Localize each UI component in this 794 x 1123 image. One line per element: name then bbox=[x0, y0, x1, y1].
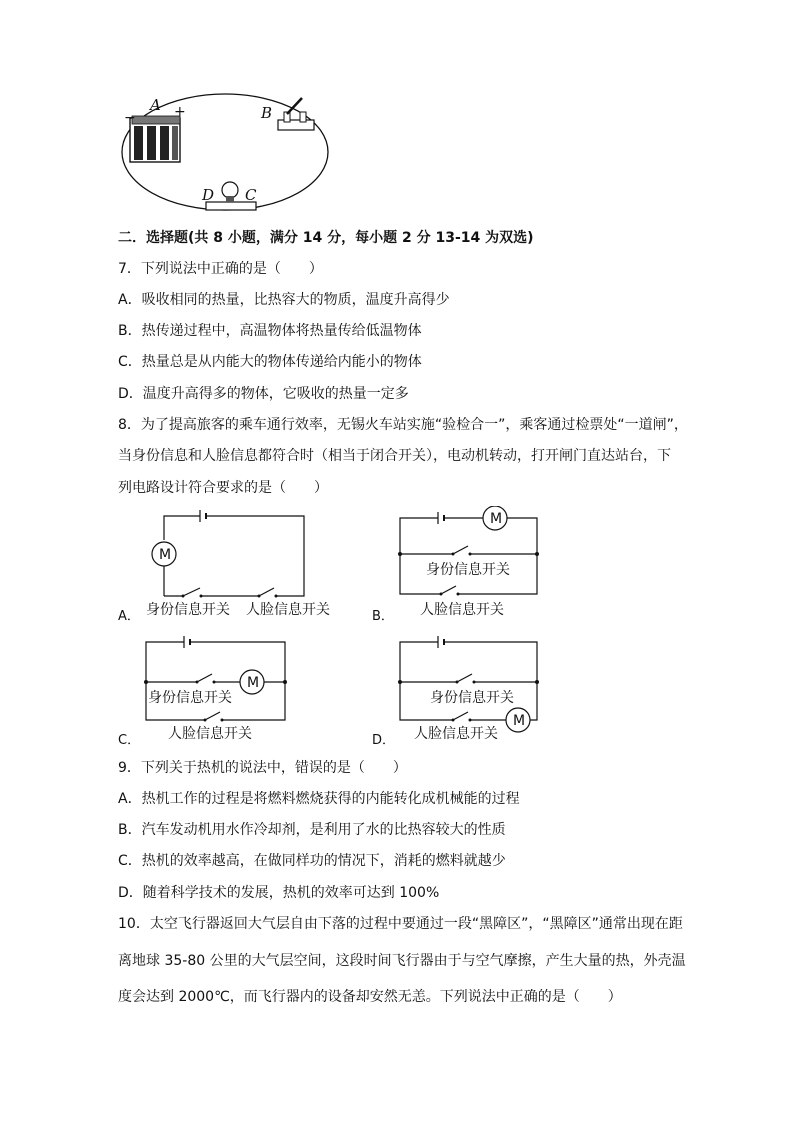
motor-label-c: M bbox=[247, 675, 260, 691]
switch-label-face-c: 人脸信息开关 bbox=[168, 726, 252, 742]
q9-option-a: A．热机工作的过程是将燃料燃烧获得的内能转化成机械能的过程 bbox=[118, 791, 520, 807]
q7-stem: 7．下列说法中正确的是（ ） bbox=[118, 261, 323, 277]
q7-option-d: D．温度升高得多的物体，它吸收的热量一定多 bbox=[118, 386, 409, 402]
q8-stem-line3: 列电路设计符合要求的是（ ） bbox=[118, 480, 328, 496]
switch-label-id-a: 身份信息开关 bbox=[146, 602, 230, 618]
label-a: A bbox=[150, 96, 161, 114]
q8-option-c-letter: C． bbox=[118, 733, 141, 748]
q10-stem-line2: 离地球 35-80 公里的大气层空间，这段时间飞行器由于与空气摩擦，产生大量的热，外壳温 bbox=[118, 953, 686, 969]
top-circuit-figure bbox=[110, 90, 340, 220]
label-c: C bbox=[245, 186, 257, 204]
circuit-option-a bbox=[140, 508, 345, 620]
q9-stem: 9．下列关于热机的说法中，错误的是（ ） bbox=[118, 760, 407, 776]
knife-switch-icon bbox=[278, 98, 314, 130]
switch-label-id-c: 身份信息开关 bbox=[148, 690, 232, 706]
q9-option-d: D．随着科学技术的发展，热机的效率可达到 100% bbox=[118, 885, 440, 901]
q7-option-b: B．热传递过程中，高温物体将热量传给低温物体 bbox=[118, 323, 422, 339]
switch-label-id-d: 身份信息开关 bbox=[430, 690, 514, 706]
switch-label-face-b: 人脸信息开关 bbox=[420, 602, 504, 618]
battery-icon bbox=[130, 116, 180, 162]
label-d: D bbox=[202, 186, 215, 204]
section-title: 二．选择题(共 8 小题，满分 14 分，每小题 2 分 13-14 为双选) bbox=[118, 230, 534, 246]
motor-label-a: M bbox=[159, 547, 172, 563]
q7-option-a: A．吸收相同的热量，比热容大的物质，温度升高得少 bbox=[118, 292, 450, 308]
circuit-option-b bbox=[394, 506, 544, 620]
motor-label-b: M bbox=[490, 511, 503, 527]
motor-label-d: M bbox=[513, 713, 526, 729]
q8-option-a-letter: A． bbox=[118, 609, 140, 624]
minus-sign: − bbox=[124, 110, 136, 126]
circuit-option-c bbox=[140, 630, 290, 742]
q10-stem-line1: 10．太空飞行器返回大气层自由下落的过程中要通过一段“黑障区”，“黑障区”通常出现在距 bbox=[118, 916, 683, 932]
q9-option-c: C．热机的效率越高，在做同样功的情况下，消耗的燃料就越少 bbox=[118, 853, 506, 869]
switch-label-face-a: 人脸信息开关 bbox=[246, 602, 330, 618]
q8-option-d-letter: D． bbox=[372, 733, 396, 748]
q8-stem-line2: 当身份信息和人脸信息都符合时（相当于闭合开关），电动机转动，打开闸门直达站台，下 bbox=[118, 448, 671, 464]
circuit-option-d bbox=[394, 630, 544, 742]
plus-sign: + bbox=[174, 104, 186, 120]
label-b: B bbox=[261, 104, 273, 122]
switch-label-face-d: 人脸信息开关 bbox=[414, 726, 498, 742]
switch-label-id-b: 身份信息开关 bbox=[426, 562, 510, 578]
q10-stem-line3: 度会达到 2000℃，而飞行器内的设备却安然无恙。下列说法中正确的是（ ） bbox=[118, 989, 622, 1005]
q9-option-b: B．汽车发动机用水作冷却剂，是利用了水的比热容较大的性质 bbox=[118, 822, 506, 838]
q8-option-b-letter: B． bbox=[372, 609, 394, 624]
q7-option-c: C．热量总是从内能大的物体传递给内能小的物体 bbox=[118, 354, 422, 370]
q8-stem-line1: 8．为了提高旅客的乘车通行效率，无锡火车站实施“验检合一”，乘客通过检票处“一道闸”， bbox=[118, 417, 688, 433]
